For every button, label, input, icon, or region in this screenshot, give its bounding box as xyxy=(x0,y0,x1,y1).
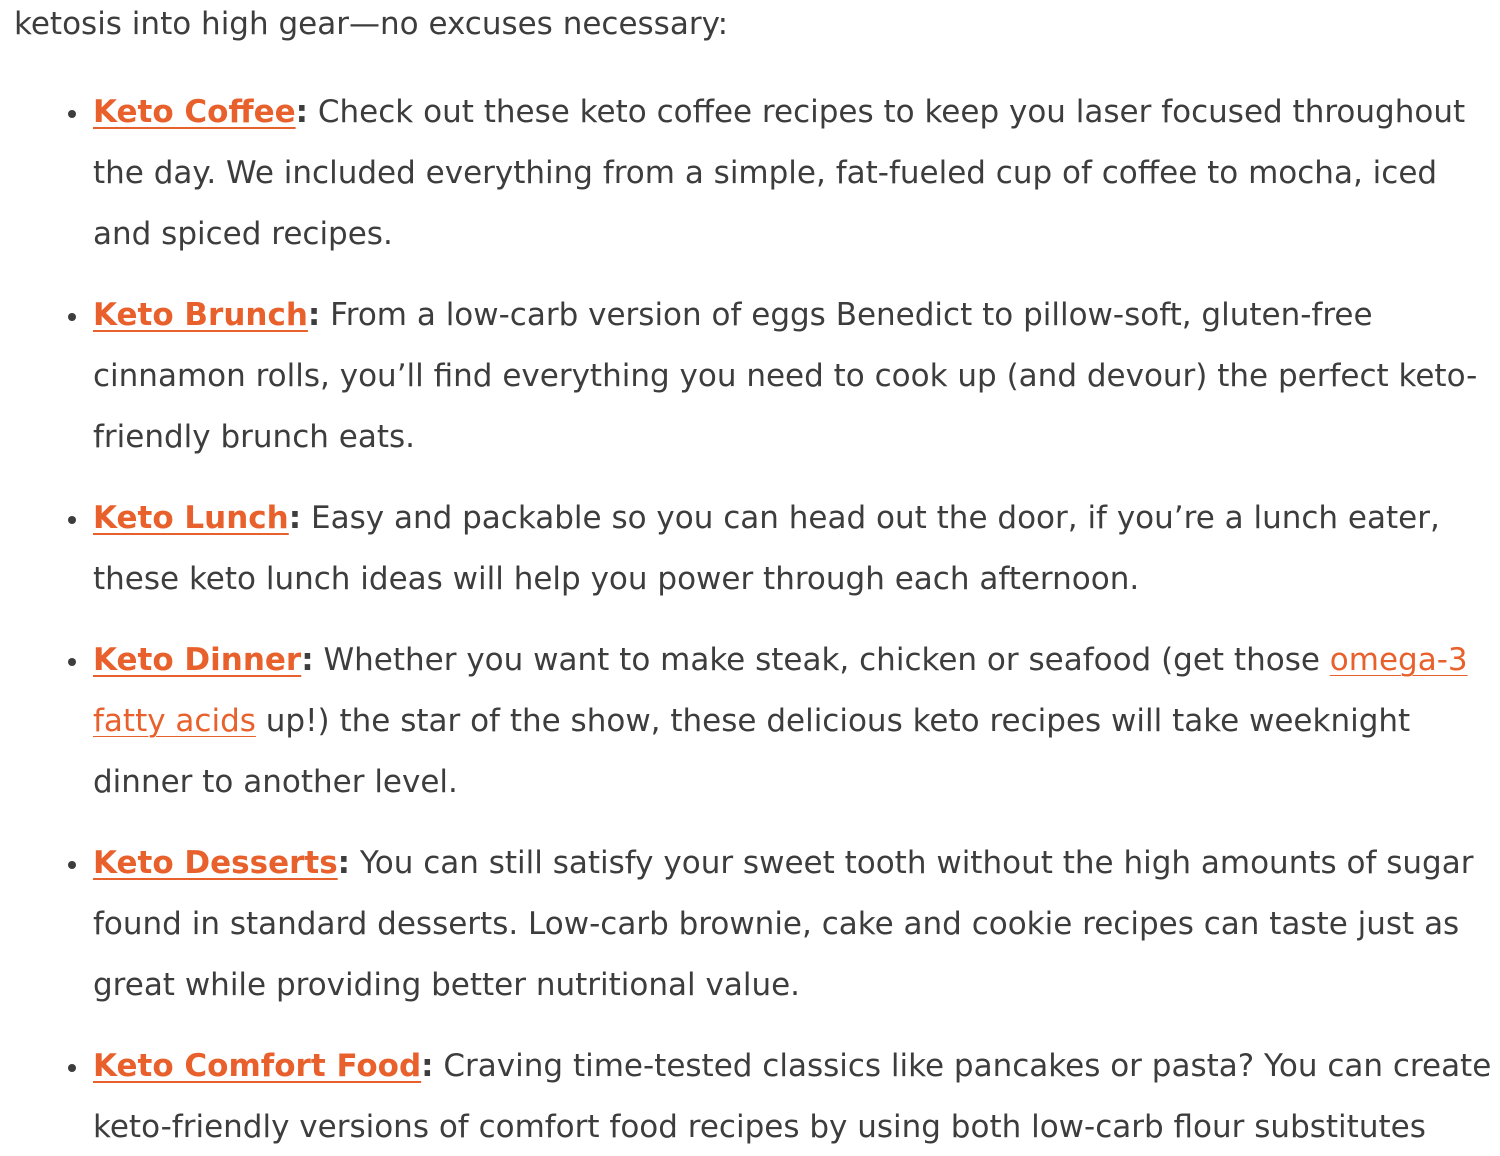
item-description-after: up!) the star of the show, these delicious keto recipes will take weeknight dinner to another level. xyxy=(93,703,1411,800)
item-description-before: Whether you want to make steak, chicken or seafood (get those xyxy=(313,642,1330,678)
bullet-icon xyxy=(68,516,76,524)
bullet-icon xyxy=(68,861,76,869)
recipe-category-list xyxy=(0,82,1500,1156)
item-description: Check out these keto coffee recipes to keep you laser focused throughout the day. We included everything from a simple, fat-fueled cup of coffee to mocha, iced and spiced recipes. xyxy=(93,94,1466,252)
item-colon: : xyxy=(301,642,314,678)
bullet-icon xyxy=(68,313,76,321)
bullet-icon xyxy=(68,658,76,666)
omega-3-fatty-acids-link[interactable]: omega-3 fatty acids xyxy=(93,642,1468,739)
keto-desserts-link[interactable]: Keto Desserts xyxy=(93,845,338,881)
keto-dinner-link[interactable]: Keto Dinner xyxy=(93,642,302,678)
keto-comfort-food-link[interactable]: Keto Comfort Food xyxy=(93,1048,422,1084)
keto-lunch-link[interactable]: Keto Lunch xyxy=(93,500,289,536)
list-item-keto-comfort-food xyxy=(0,1036,1500,1156)
list-item-keto-dinner xyxy=(0,630,1500,813)
intro-text: ketosis into high gear—no excuses necessary: xyxy=(14,6,729,42)
item-description: From a low-carb version of eggs Benedict to pillow-soft, gluten-free cinnamon rolls, you’ll find everything you need to cook up (and devour) the perfect keto-friendly brunch eats. xyxy=(93,297,1478,455)
bullet-icon xyxy=(68,1064,76,1072)
list-item-keto-desserts xyxy=(0,833,1500,1016)
item-description: You can still satisfy your sweet tooth without the high amounts of sugar found in standard desserts. Low-carb brownie, cake and cookie recipes can taste just as great while providing better nutritional value. xyxy=(93,845,1474,1003)
item-colon: : xyxy=(421,1048,434,1084)
item-colon: : xyxy=(288,500,302,536)
item-colon: : xyxy=(337,845,351,881)
list-item-keto-brunch xyxy=(0,285,1500,468)
keto-coffee-link[interactable]: Keto Coffee xyxy=(93,94,296,130)
item-colon: : xyxy=(307,297,321,333)
bullet-icon xyxy=(68,110,76,118)
list-item-keto-lunch xyxy=(0,488,1500,610)
item-description: Easy and packable so you can head out the door, if you’re a lunch eater, these keto lunch ideas will help you power through each afternoon. xyxy=(93,500,1440,597)
keto-brunch-link[interactable]: Keto Brunch xyxy=(93,297,308,333)
list-item-keto-coffee xyxy=(0,82,1500,265)
item-description: Craving time-tested classics like pancakes or pasta? You can create keto-friendly versions of comfort food recipes by using both low-carb flour substitutes xyxy=(93,1048,1492,1145)
item-colon: : xyxy=(295,94,309,130)
